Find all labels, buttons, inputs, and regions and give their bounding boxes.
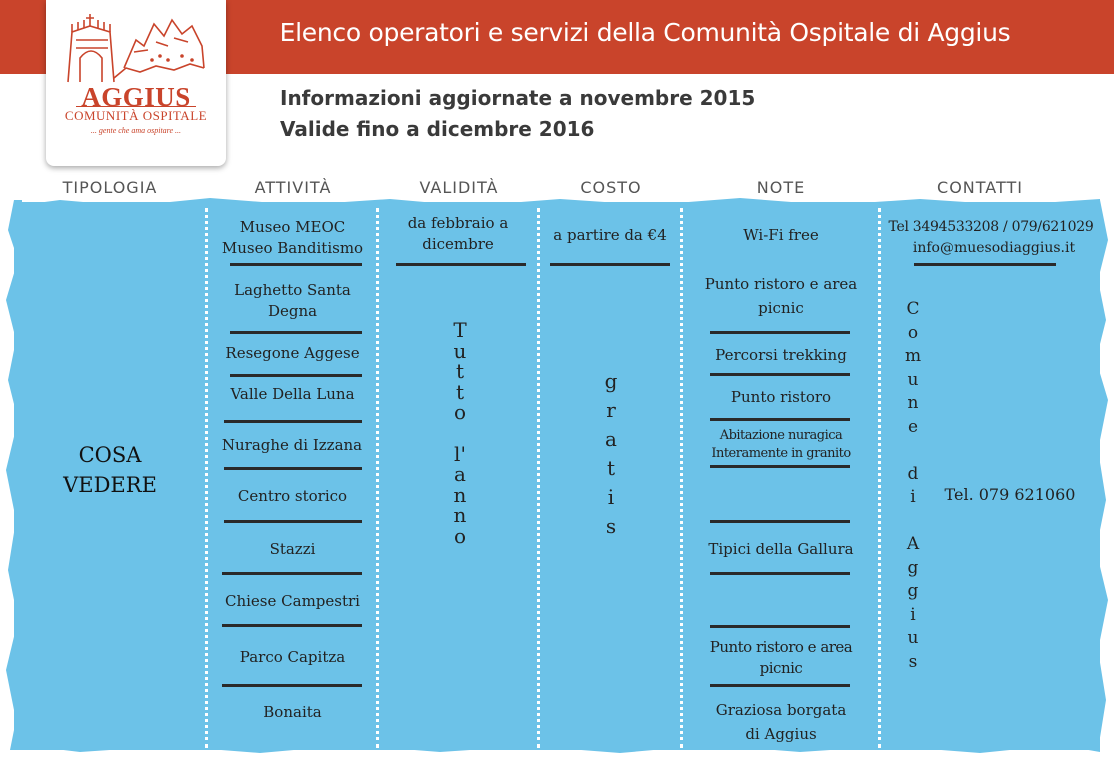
row-rule	[230, 331, 362, 334]
attivita-item: Bonaita	[263, 703, 322, 721]
note-item: Punto ristoro	[730, 388, 832, 406]
row-rule	[230, 374, 362, 377]
note-item: Punto ristoro e area picnic	[709, 638, 853, 677]
banner-title: Elenco operatori e servizi della Comunità Ospitale di Aggius	[279, 18, 1011, 47]
contatti-phones: Tel 3494533208 / 079/621029	[888, 219, 1094, 235]
contatti-vertical: C o m u n e d i A g g i u s	[904, 299, 922, 672]
row-rule	[224, 520, 362, 523]
logo-name: AGGIUS	[81, 82, 191, 112]
row-rule	[710, 418, 850, 421]
row-rule	[222, 572, 362, 575]
row-rule	[396, 263, 526, 266]
row-rule	[710, 465, 850, 468]
note-item: Punto ristoro e area picnic	[704, 275, 858, 317]
header-note: NOTE	[756, 178, 806, 197]
attivita-item: Chiese Campestri	[225, 592, 360, 610]
attivita-item: Valle Della Luna	[230, 385, 355, 403]
contatti-phone: Tel. 079 621060	[944, 485, 1076, 504]
tipologia-cell	[22, 440, 198, 500]
validita-vertical: T u t t o l' a n n o	[453, 318, 467, 548]
info-line-2: Valide fino a dicembre 2016	[280, 117, 595, 141]
validita-first: da febbraio a dicembre	[407, 214, 509, 253]
attivita-item: Stazzi	[269, 540, 316, 558]
row-rule	[222, 624, 362, 627]
row-rule	[710, 520, 850, 523]
row-rule	[710, 331, 850, 334]
costo-first: a partire da €4	[553, 226, 667, 244]
tipologia-line-2: VEDERE	[63, 473, 157, 497]
attivita-item: Resegone Aggese	[225, 344, 360, 362]
column-separator	[878, 208, 881, 748]
row-rule	[550, 263, 670, 266]
note-item: Graziosa borgata di Aggius	[715, 701, 847, 743]
column-separator	[537, 208, 540, 748]
row-rule	[710, 625, 850, 628]
attivita-item: Centro storico	[237, 487, 348, 505]
row-rule	[710, 684, 850, 687]
row-rule	[224, 467, 362, 470]
column-separator	[680, 208, 683, 748]
tipologia-line-1: COSA	[78, 443, 142, 467]
row-rule	[710, 373, 850, 376]
header-costo: COSTO	[580, 178, 642, 197]
note-item: Tipici della Gallura	[708, 540, 854, 558]
costo-vertical: g r a t i s	[604, 369, 618, 538]
header-attivita: ATTIVITÀ	[254, 178, 332, 197]
attivita-item: Nuraghe di Izzana	[221, 436, 363, 454]
row-rule	[222, 684, 362, 687]
column-separator	[376, 208, 379, 748]
attivita-item: Museo MEOC Museo Banditismo	[221, 218, 364, 257]
note-item: Abitazione nuragica Interamente in granito	[711, 428, 851, 461]
header-tipologia: TIPOLOGIA	[62, 178, 158, 197]
logo-subtitle: COMUNITÀ OSPITALE	[46, 108, 226, 124]
row-rule	[224, 420, 362, 423]
info-line-1: Informazioni aggiornate a novembre 2015	[280, 86, 756, 110]
column-separator	[205, 208, 208, 748]
note-item: Wi-Fi free	[743, 226, 819, 244]
logo-motto: ... gente che ama ospitare ...	[90, 126, 182, 135]
note-item: Percorsi trekking	[715, 346, 847, 364]
header-contatti: CONTATTI	[937, 178, 1023, 197]
row-rule	[914, 263, 1056, 266]
row-rule	[230, 263, 362, 266]
attivita-item: Parco Capitza	[239, 648, 346, 666]
attivita-item: Laghetto Santa Degna	[234, 281, 351, 320]
contatti-email: info@muesodiaggius.it	[912, 240, 1076, 256]
header-validita: VALIDITÀ	[419, 178, 499, 197]
row-rule	[710, 572, 850, 575]
